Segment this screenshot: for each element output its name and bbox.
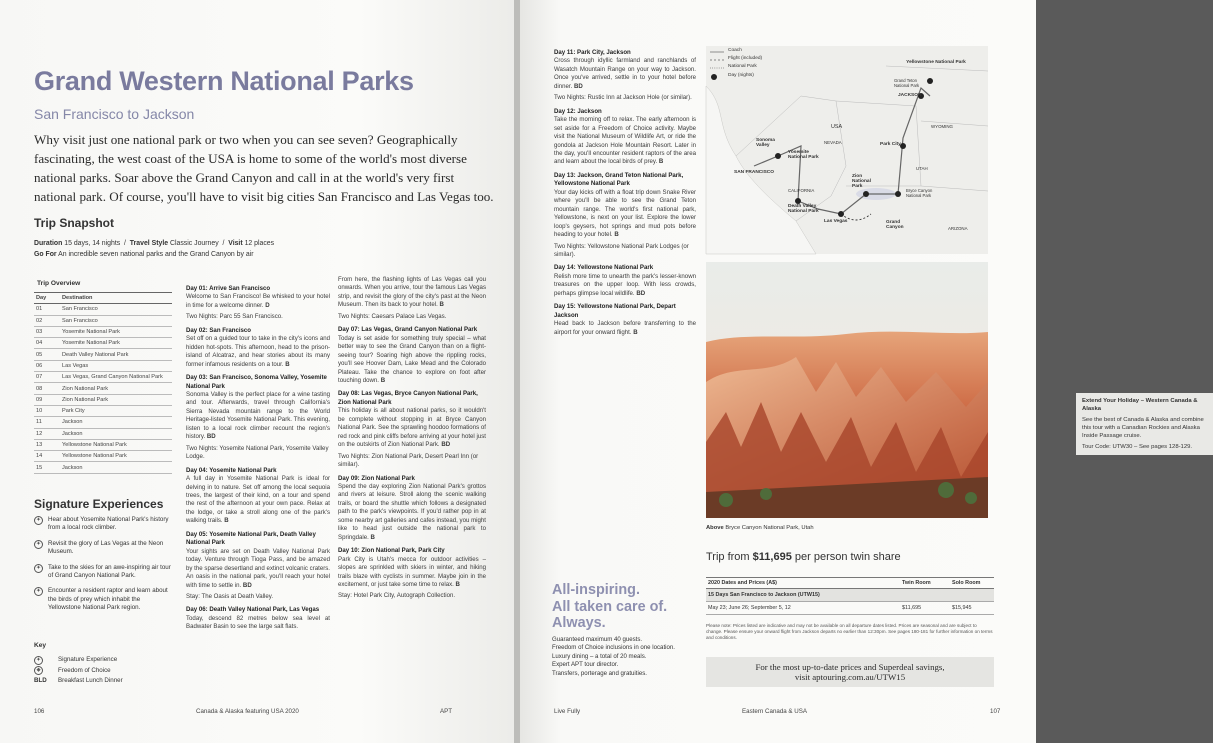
extend-heading: Extend Your Holiday – Western Canada & Alaska — [1082, 398, 1198, 412]
overview-row — [34, 326, 172, 337]
cta-box[interactable] — [706, 657, 994, 687]
day-description: This holiday is all about national parks, so it wouldn't be complete without stopping in at Bryce Canyon National Park. See the sprawling hoodoo formations of red rock and pink cliffs before arriving at your hotel just on the outskirts of Zion National Park. — [338, 407, 486, 449]
tagline-line-1: All-inspiring. — [552, 582, 640, 598]
signature-item — [34, 516, 174, 533]
meal-code: B — [370, 533, 375, 541]
day-stay: Stay: Hotel Park City, Autograph Collection. — [338, 592, 456, 600]
day-heading: Day 13: Jackson, Grand Teton National Park, Yellowstone National Park — [554, 171, 684, 188]
overview-row — [34, 394, 172, 405]
signature-text: Encounter a resident raptor and learn about the birds of prey which inhabit the Yellowstone National Park region. — [48, 587, 168, 612]
day-description: Relish more time to unearth the park's lesser-known treasures on the upper loop. With less crowds, perhaps glimpse local wildlife. — [554, 272, 696, 297]
overview-destination: Yellowstone National Park — [60, 451, 172, 462]
footer-left: Live Fully — [554, 708, 581, 715]
trip-snapshot: Duration 15 days, 14 nights / Travel Style Classic Journey / Visit 12 places Go For An incredible seven national parks and the Grand Canyon by air — [34, 240, 275, 258]
signature-list — [34, 516, 174, 620]
legend-coach: Coach — [728, 48, 742, 53]
overview-day: 15 — [34, 462, 60, 473]
key-text: Signature Experience — [58, 656, 118, 663]
page-number-left: 106 — [34, 708, 45, 715]
page-number-right: 107 — [990, 708, 1001, 715]
key-text: Breakfast Lunch Dinner — [58, 677, 123, 684]
day-stay: Two Nights: Zion National Park, Desert Pearl Inn (or similar). — [338, 452, 479, 469]
meal-code: B — [614, 231, 619, 239]
overview-destination: Jackson — [60, 462, 172, 473]
signature-heading: Signature Experiences — [34, 497, 164, 511]
overview-row — [34, 304, 172, 315]
overview-day: 10 — [34, 405, 60, 416]
extend-code: Tour Code: UTW30 – See pages 128-129. — [1082, 444, 1193, 450]
extend-text: See the best of Canada & Alaska and combine this tour with a Canadian Rockies and Alaska Inside Passage cruise. — [1082, 417, 1204, 439]
day-text — [554, 189, 696, 240]
key-code: BLD — [34, 677, 47, 684]
itinerary-day — [186, 531, 330, 602]
style-label: Travel Style — [129, 240, 169, 247]
day-text — [186, 391, 330, 442]
map-label-yosemite: Yosemite National Park — [788, 150, 819, 160]
day-text — [186, 615, 330, 632]
overview-row — [34, 428, 172, 439]
meal-code: BD — [636, 289, 646, 297]
overview-row — [34, 360, 172, 371]
inclusion-item: Guaranteed maximum 40 guests. — [552, 636, 643, 643]
inclusions-list — [552, 636, 675, 678]
itinerary-day — [186, 467, 330, 526]
day-heading: Day 09: Zion National Park — [338, 474, 415, 482]
price-twin: $11,695 — [900, 602, 950, 615]
legend-flight: Flight (included) — [728, 56, 763, 61]
overview-day: 13 — [34, 439, 60, 450]
day-heading: Day 01: Arrive San Francisco — [186, 285, 271, 292]
day-text — [186, 475, 330, 526]
map-label-grand-canyon: Grand Canyon — [886, 220, 904, 230]
intro-text: Why visit just one national park or two when you can see seven? Geographically fascinating, the west coast of the USA is home to some of the world's most diverse national parks. Soar above the Grand Canyon and call in at the world's very first national park. Of course, you'll have to visit big cities San Francisco and Las Vegas too. — [34, 132, 494, 204]
meal-code: B — [633, 328, 638, 336]
map-label-wyoming: WYOMING — [931, 124, 953, 129]
day-stay: Stay: The Oasis at Death Valley. — [186, 592, 274, 600]
day-description: Your sights are set on Death Valley National Park today. Venture through Tioga Pass, and be amazed by the sparse desertland and extinct volcanic craters. An oasis in the national park, you'll reach your hotel with time to settle in. — [186, 547, 330, 589]
day-text — [554, 273, 696, 298]
itinerary-day — [186, 606, 330, 631]
overview-destination: Yosemite National Park — [60, 338, 172, 349]
meal-code: BD — [441, 441, 451, 449]
inclusion-item: Expert APT tour director. — [552, 661, 619, 669]
overview-row — [34, 338, 172, 349]
style-value: Classic Journey — [170, 240, 219, 247]
itinerary-day — [554, 264, 696, 298]
signature-item — [34, 587, 174, 612]
bryce-canyon-photo — [706, 262, 988, 518]
day-description: Welcome to San Francisco! Be whisked to your hotel in time for a welcome dinner. — [186, 293, 330, 309]
meal-code: B — [439, 301, 444, 309]
day-heading: Day 03: San Francisco, Sonoma Valley, Yosemite National Park — [186, 374, 327, 390]
legend-park: National Park — [728, 64, 757, 69]
photo-caption — [706, 525, 814, 531]
meal-code: B — [224, 517, 229, 525]
meal-code: B — [285, 360, 290, 368]
overview-row — [34, 451, 172, 462]
cta-link[interactable]: visit aptouring.com.au/UTW15 — [794, 672, 906, 682]
overview-row — [34, 315, 172, 326]
day-text — [338, 276, 486, 310]
inclusion-item: Transfers, porterage and gratuities. — [552, 669, 647, 677]
tagline-line-2: All taken care of. — [552, 598, 668, 615]
day-text — [338, 335, 486, 386]
trip-snapshot-heading: Trip Snapshot — [34, 216, 115, 230]
overview-row — [34, 383, 172, 394]
map-label-zion: Zion National Park — [852, 174, 871, 189]
day-description: Today, descend 82 metres below sea level at Badwater Basin to see the large salt flats. — [186, 614, 330, 631]
map-label-death-valley: Death Valley National Park — [788, 204, 819, 214]
overview-day: 12 — [34, 428, 60, 439]
itinerary-day — [338, 390, 486, 469]
footer-book: Canada & Alaska featuring USA 2020 — [196, 708, 299, 715]
day-stay: Two Nights: Parc 55 San Francisco. — [186, 313, 283, 321]
key-heading: Key — [34, 642, 47, 649]
page-title: Grand Western National Parks — [34, 66, 414, 96]
map-label-bryce: Bryce Canyon National Park — [906, 188, 933, 198]
meal-code: B — [455, 580, 460, 588]
tagline — [552, 582, 667, 632]
day-heading: Day 07: Las Vegas, Grand Canyon National Park — [338, 326, 478, 334]
map-label-sonoma: Sonoma Valley — [756, 138, 775, 148]
day-heading: Day 02: San Francisco — [186, 326, 252, 334]
overview-row — [34, 462, 172, 473]
inclusion-item: Luxury dining – a total of 20 meals. — [552, 652, 647, 660]
signature-icon: ✦ — [34, 540, 43, 549]
day-description: Your day kicks off with a float trip down Snake River where you'll be able to see the Grand Teton mountain range. The world's first national park, Yellowstone, is next on your list. Explore the lower loop's geysers, hot springs and mud pots before heading to your hotel. — [554, 188, 696, 239]
day-heading: Day 12: Jackson — [554, 107, 602, 115]
overview-row — [34, 372, 172, 383]
inclusion-item: Freedom of Choice inclusions in one location. — [552, 644, 675, 652]
right-page — [520, 0, 1204, 743]
prices-header-dates: 2020 Dates and Prices (A$) — [706, 578, 900, 589]
key-item — [34, 666, 123, 677]
day-heading: Day 06: Death Valley National Park, Las Vegas — [186, 606, 320, 614]
meal-code: B — [380, 376, 386, 384]
day-description: From here, the flashing lights of Las Vegas call you onwards. When you arrive, tour the famous Las Vegas strip, and revisit the glory of the city's past at the Neon Museum. Then its back to your hotel. — [338, 276, 486, 309]
day-text — [554, 320, 696, 337]
prices-header-solo: Solo Room — [950, 578, 994, 589]
page-subtitle: San Francisco to Jackson — [34, 106, 195, 122]
trip-from-price: $11,695 — [752, 551, 792, 563]
overview-destination: Park City — [60, 405, 172, 416]
map-label-nevada: NEVADA — [824, 140, 842, 145]
tagline-line-3: Always. — [552, 615, 606, 631]
meal-code: BD — [574, 82, 583, 90]
map-label-california: CALIFORNIA — [788, 188, 815, 193]
cta-line-1: For the most up-to-date prices and Superdeal savings, — [755, 662, 945, 672]
trip-overview-table — [34, 292, 172, 474]
overview-destination: San Francisco — [60, 304, 172, 315]
overview-day: 06 — [34, 360, 60, 371]
overview-destination: Jackson — [60, 428, 172, 439]
day-heading: Day 08: Las Vegas, Bryce Canyon National Park, Zion National Park — [338, 390, 478, 406]
overview-destination: Las Vegas, Grand Canyon National Park — [60, 372, 172, 383]
overview-destination: San Francisco — [60, 315, 172, 326]
trip-from-prefix: Trip from — [706, 551, 750, 563]
duration-value: 15 days, 14 nights — [64, 240, 121, 247]
signature-text: Take to the skies for an awe-inspiring air tour of Grand Canyon National Park. — [48, 563, 171, 580]
trip-from-suffix: per person twin share — [794, 551, 901, 563]
day-description: Cross through idyllic farmland and ranchlands of Wasatch Mountain Range on your way to Jackson. Once you've arrived, settle in to your hotel before dinner. — [554, 57, 696, 90]
map-label-teton: Grand Teton National Park — [894, 78, 920, 88]
day-description: Sonoma Valley is the perfect place for a wine tasting and tour. Afterwards, travel through California's Sierra Nevada mountain range to the World Heritage-listed Yosemite National Park. This evening, listen to a local rock climber recount the region's history. — [186, 390, 330, 441]
caption-text: Bryce Canyon National Park, Utah — [725, 525, 814, 531]
meal-code: D — [265, 301, 270, 309]
overview-destination: Jackson — [60, 417, 172, 428]
day-heading: Day 11: Park City, Jackson — [554, 49, 631, 56]
trip-from — [706, 551, 901, 563]
overview-row — [34, 439, 172, 450]
itinerary-day — [338, 276, 486, 321]
key-item — [34, 655, 123, 666]
day-heading: Day 14: Yellowstone National Park — [554, 264, 654, 272]
overview-day: 04 — [34, 338, 60, 349]
itinerary-day — [554, 108, 696, 167]
left-page — [0, 0, 514, 743]
itinerary-day — [338, 326, 486, 385]
price-table — [706, 577, 994, 615]
caption-label: Above — [706, 525, 724, 531]
signature-text: Revisit the glory of Las Vegas at the Neon Museum. — [48, 539, 164, 556]
map-label-utah: UTAH — [916, 166, 928, 171]
gofor-label: Go For — [34, 251, 57, 258]
itinerary-day — [338, 547, 486, 601]
meal-code: B — [658, 158, 664, 166]
day-description: Set off on a guided tour to take in the city's icons and hidden hot-spots. This afternoon, head to the prison-island of Alcatraz, and hear stories about its many former infamous residents on a tour. — [186, 335, 330, 368]
key-list — [34, 655, 123, 687]
overview-row — [34, 405, 172, 416]
map-label-park-city: Park City — [880, 142, 901, 147]
itinerary-day — [186, 327, 330, 369]
day-heading: Day 10: Zion National Park, Park City — [338, 547, 445, 555]
overview-day: 11 — [34, 417, 60, 428]
itinerary-day — [554, 303, 696, 337]
day-text — [186, 335, 330, 369]
day-text — [554, 57, 696, 91]
meal-code: BD — [206, 433, 216, 441]
overview-destination: Zion National Park — [60, 383, 172, 394]
duration-label: Duration — [34, 240, 63, 247]
day-description: Spend the day exploring Zion National Park's grottos and rivers at leisure. Stroll along the scenic walking trails, or board the shuttle which follows a designated path to the park's viewpoints. If you'd rather pop in at some nearby art galleries and cafes instead, you might like to head just outside the national park to Springdale. — [338, 482, 486, 541]
price-note: Please note: Prices listed are indicative and may not be available on all departure dates listed. Prices are seasonal and are subject to change. Please ensure your onward flight from Jackson departs no earlier than 12:30pm. See pages 180-181 for further information on terms and conditions. — [706, 623, 993, 641]
visit-value: 12 places — [244, 240, 275, 247]
signature-item — [34, 540, 174, 557]
signature-text: Hear about Yosemite National Park's history from a local rock climber. — [48, 516, 169, 532]
price-dates: May 23; June 26; September 5, 12 — [706, 602, 900, 615]
overview-day: 01 — [34, 304, 60, 315]
day-stay: Two Nights: Rustic Inn at Jackson Hole (or similar). — [554, 94, 692, 102]
day-description: Take the morning off to relax. The early afternoon is set aside for a Freedom of Choice activity. Maybe visit the National Museum of Wildlife Art, or ride the gondola at Jackson Hole Mountain Resort. Later in the day, you'll encounter resident raptors of the area and learn about the local birds of prey. — [554, 116, 696, 166]
signature-icon: ✦ — [34, 587, 43, 596]
signature-experience-icon: ✦ — [34, 656, 43, 665]
overview-day: 07 — [34, 372, 60, 383]
map-label-las-vegas: Las Vegas — [824, 219, 848, 224]
overview-destination: Las Vegas — [60, 360, 172, 371]
overview-destination: Death Valley National Park — [60, 349, 172, 360]
overview-day: 03 — [34, 326, 60, 337]
itinerary-column-1 — [186, 280, 330, 632]
overview-day: 05 — [34, 349, 60, 360]
itinerary-column-3 — [554, 44, 696, 337]
map-label-arizona: ARIZONA — [948, 226, 968, 231]
day-stay: Two Nights: Yellowstone National Park Lodges (or similar). — [554, 242, 689, 258]
photo-svg — [706, 262, 988, 518]
route-map — [706, 46, 988, 254]
day-stay: Two Nights: Caesars Palace Las Vegas. — [338, 312, 447, 320]
day-description: A full day in Yosemite National Park is ideal for delving in to nature. Set off among the local sequoia trees, the largest of their kind, on a tour and spend the rest of the afternoon at your own pace. Relax at the lodge, or take a stroll along one of the park's walking trails. — [186, 475, 330, 525]
prices-tour-row: 15 Days San Francisco to Jackson (UTW15) — [706, 589, 994, 602]
map-label-san-francisco: SAN FRANCISCO — [734, 170, 774, 175]
map-label-jackson: JACKSON — [898, 93, 922, 98]
map-label-usa: USA — [831, 124, 843, 130]
day-text — [186, 293, 330, 310]
col-day: Day — [34, 293, 60, 304]
overview-day: 08 — [34, 383, 60, 394]
signature-item — [34, 564, 174, 581]
overview-destination: Yellowstone National Park — [60, 439, 172, 450]
signature-icon: ✦ — [34, 516, 43, 525]
overview-destination: Zion National Park — [60, 394, 172, 405]
overview-day: 14 — [34, 451, 60, 462]
itinerary-day — [186, 285, 330, 322]
footer-brand: APT — [440, 708, 453, 715]
day-text — [338, 556, 486, 590]
day-heading: Day 15: Yellowstone National Park, Depart Jackson — [554, 303, 676, 319]
overview-destination: Yosemite National Park — [60, 326, 172, 337]
gofor-value: An incredible seven national parks and the Grand Canyon by air — [58, 251, 254, 258]
meal-code: BD — [242, 581, 252, 589]
overview-row — [34, 417, 172, 428]
itinerary-day — [554, 172, 696, 260]
itinerary-day — [338, 475, 486, 543]
day-description: Park City is Utah's mecca for outdoor activities – slopes are sprinkled with skiers in winter, and hiking trails blaze with cyclists in summer. Maybe join in the excitement, or just take some time to relax. — [338, 555, 486, 588]
price-solo: $15,945 — [950, 602, 994, 615]
visit-label: Visit — [228, 240, 243, 247]
day-description: Head back to Jackson before transferring to the airport for your onward flight. — [554, 320, 696, 336]
map-label-yellowstone: Yellowstone National Park — [906, 60, 966, 65]
footer-center: Eastern Canada & USA — [742, 708, 808, 715]
day-text — [338, 407, 486, 449]
prices-header-twin: Twin Room — [900, 578, 950, 589]
legend-day: Day (nights) — [728, 73, 754, 78]
overview-day: 09 — [34, 394, 60, 405]
overview-row — [34, 349, 172, 360]
day-heading: Day 05: Yosemite National Park, Death Valley National Park — [186, 530, 316, 547]
signature-icon: ✦ — [34, 564, 43, 573]
day-text — [186, 548, 330, 590]
itinerary-day — [554, 49, 696, 103]
trip-overview-heading: Trip Overview — [37, 280, 81, 287]
freedom-of-choice-icon: ◈ — [34, 666, 43, 675]
itinerary-column-2 — [338, 276, 486, 601]
day-heading: Day 04: Yosemite National Park — [186, 466, 277, 474]
extend-box — [1076, 393, 1213, 455]
day-description: Today is set aside for something truly special – what better way to see the Grand Canyon than on a flight-seeing tour? Soaring high above the rippling rocks, you'll see Hoover Dam, Lake Mead and the Colorado Plateau. Take the chance to explore on foot after touching down. — [338, 334, 486, 384]
itinerary-day — [186, 374, 330, 462]
key-text: Freedom of Choice — [58, 666, 111, 674]
day-stay: Two Nights: Yosemite National Park, Yosemite Valley Lodge. — [186, 444, 329, 461]
col-destination: Destination — [60, 293, 172, 304]
overview-day: 02 — [34, 315, 60, 326]
day-text — [338, 483, 486, 542]
key-item — [34, 676, 123, 687]
day-text — [554, 116, 696, 167]
